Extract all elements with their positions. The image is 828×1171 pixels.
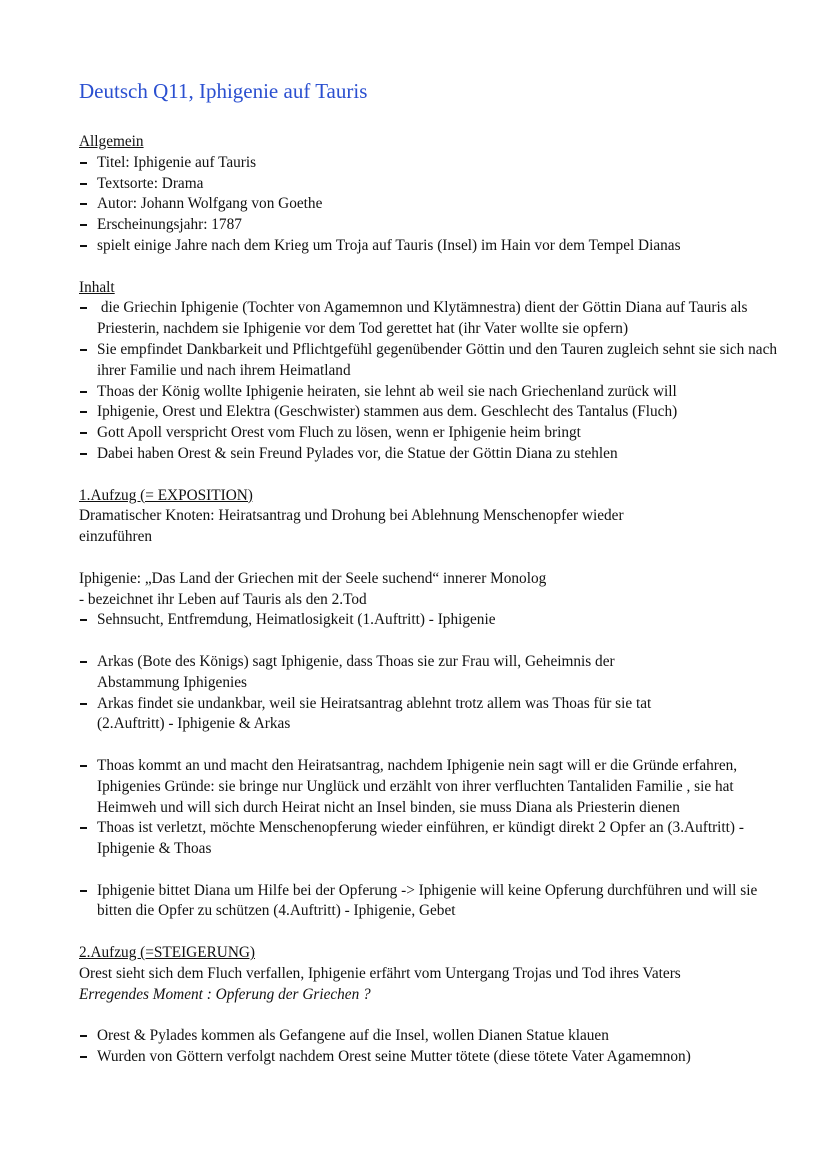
spacer xyxy=(79,1005,779,1026)
second-death-text: - bezeichnet ihr Leben auf Tauris als den 2.Tod xyxy=(79,590,367,608)
exciting-moment-text: Erregendes Moment : Opferung der Griechen ? xyxy=(79,985,371,1003)
list-item: Textsorte: Drama xyxy=(79,174,779,195)
section-heading-inhalt: Inhalt xyxy=(79,278,115,296)
list-item: spielt einige Jahre nach dem Krieg um Troja auf Tauris (Insel) im Hain vor dem Tempel Dianas xyxy=(79,236,779,257)
list-item: Iphigenie bittet Diana um Hilfe bei der Opferung -> Iphigenie will keine Opferung durchführen und will sie bitten die Opfer zu schützen (4.Auftritt) - Iphigenie, Gebet xyxy=(79,881,779,923)
section-aufzug-2 xyxy=(79,943,779,1068)
list-item: Thoas der König wollte Iphigenie heiraten, sie lehnt ab weil sie nach Griechenland zurück will xyxy=(79,382,779,403)
allgemein-list xyxy=(79,153,779,257)
list-item: Erscheinungsjahr: 1787 xyxy=(79,215,779,236)
list-item: Thoas ist verletzt, möchte Menschenopferung wieder einführen, er kündigt direkt 2 Opfer an (3.Auftritt) - Iphigenie & Thoas xyxy=(79,818,779,860)
monolog-text: Iphigenie: „Das Land der Griechen mit der Seele suchend“ innerer Monolog xyxy=(79,569,547,587)
section-heading-allgemein: Allgemein xyxy=(79,133,144,150)
section-allgemein xyxy=(79,132,779,257)
list-item: Arkas findet sie undankbar, weil sie Heiratsantrag ablehnt trotz allem was Thoas für sie tat (2.Auftritt) - Iphigenie & Arkas xyxy=(79,694,699,736)
section-heading-aufzug-2: 2.Aufzug (=STEIGERUNG) xyxy=(79,944,256,962)
document-title: Deutsch Q11, Iphigenie auf Tauris xyxy=(79,79,368,103)
section-inhalt xyxy=(79,278,779,465)
list-item: Iphigenie, Orest und Elektra (Geschwister) stammen aus dem. Geschlecht des Tantalus (Fluch) xyxy=(79,402,779,423)
list-item: Arkas (Bote des Königs) sagt Iphigenie, dass Thoas sie zur Frau will, Geheimnis der Abstammung Iphigenies xyxy=(79,652,699,694)
list-item: Dabei haben Orest & sein Freund Pylades vor, die Statue der Göttin Diana zu stehlen xyxy=(79,444,779,465)
spacer xyxy=(79,631,779,652)
document-page xyxy=(79,78,779,1068)
spacer xyxy=(79,465,779,486)
list-item: Sehnsucht, Entfremdung, Heimatlosigkeit (1.Auftritt) - Iphigenie xyxy=(79,610,779,631)
auftritt-2-list xyxy=(79,652,699,735)
aufzug-2-summary: Orest sieht sich dem Fluch verfallen, Iphigenie erfährt vom Untergang Trojas und Tod ihres Vaters xyxy=(79,964,681,982)
auftritt-1-list xyxy=(79,610,779,631)
list-item: Titel: Iphigenie auf Tauris xyxy=(79,153,779,174)
section-heading-aufzug-1: 1.Aufzug (= EXPOSITION) xyxy=(79,486,253,504)
list-item: die Griechin Iphigenie (Tochter von Agamemnon und Klytämnestra) dient der Göttin Diana auf Tauris als Priesterin, nachdem sie Iphigenie vor dem Tod gerettet hat (ihr Vater wollte sie opfern) xyxy=(79,298,779,340)
spacer xyxy=(79,735,779,756)
list-item: Gott Apoll verspricht Orest vom Fluch zu lösen, wenn er Iphigenie heim bringt xyxy=(79,423,779,444)
dramatic-knot-text: Dramatischer Knoten: Heiratsantrag und Drohung bei Ablehnung Menschenopfer wieder einzuführen xyxy=(79,507,624,546)
section-aufzug-1 xyxy=(79,486,779,923)
auftritt-3-list xyxy=(79,756,779,860)
auftritt-4-list xyxy=(79,881,779,923)
list-item: Thoas kommt an und macht den Heiratsantrag, nachdem Iphigenie nein sagt will er die Gründe erfahren, Iphigenies Gründe: sie bringe nur Unglück und erzählt von ihrer verfluchten Tantaliden Familie , sie hat Heimweh und will sich durch Heirat nicht an Insel binden, sie muss Diana als Priesterin dienen xyxy=(79,756,779,818)
list-item: Sie empfindet Dankbarkeit und Pflichtgefühl gegenübender Göttin und den Tauren zugleich sehnt sie sich nach ihrer Familie und nach ihrem Heimatland xyxy=(79,340,779,382)
aufzug-2-list xyxy=(79,1026,779,1068)
inhalt-list xyxy=(79,298,779,464)
spacer xyxy=(79,548,779,569)
spacer xyxy=(79,922,779,943)
list-item: Wurden von Göttern verfolgt nachdem Orest seine Mutter tötete (diese tötete Vater Agamemnon) xyxy=(79,1047,779,1068)
spacer xyxy=(79,257,779,278)
list-item: Orest & Pylades kommen als Gefangene auf die Insel, wollen Dianen Statue klauen xyxy=(79,1026,779,1047)
list-item: Autor: Johann Wolfgang von Goethe xyxy=(79,194,779,215)
spacer xyxy=(79,860,779,881)
